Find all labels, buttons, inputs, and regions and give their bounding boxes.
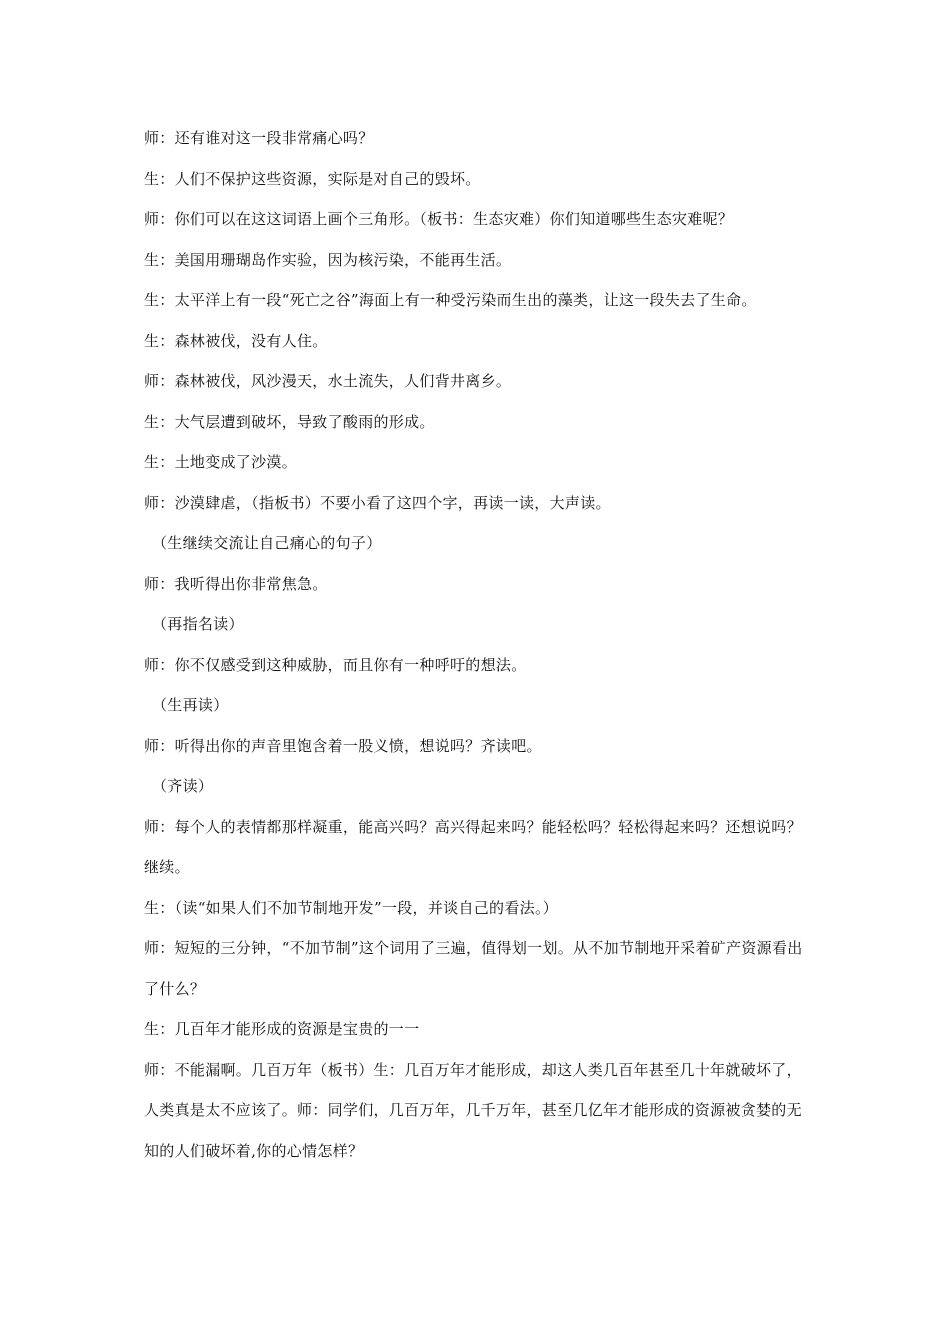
paragraph: 师：我听得出你非常焦急。: [144, 574, 328, 593]
paragraph: 生：美国用珊瑚岛作实验，因为核污染，不能再生活。: [144, 250, 512, 269]
paragraph: 师：每个人的表情都那样凝重，能高兴吗？高兴得起来吗？能轻松吗？轻松得起来吗？还想说吗？继续。: [144, 817, 802, 876]
paragraph: 生：（读“如果人们不加节制地开发”一段，并谈自己的看法。）: [144, 898, 559, 917]
paragraph: 师：你们可以在这这词语上画个三角形。（板书：生态灾难）你们知道哪些生态灾难呢？: [144, 210, 734, 228]
document-body: [144, 118, 808, 1171]
paragraph: 生：大气层遭到破坏，导致了酸雨的形成。: [144, 412, 435, 431]
paragraph: 生：太平洋上有一段“死亡之谷”海面上有一种受污染而生出的藻类，让这一段失去了生命。: [144, 291, 757, 309]
paragraph: 生：人们不保护这些资源，实际是对自己的毁坏。: [144, 169, 481, 188]
paragraph: 师：沙漠肆虐，（指板书）不要小看了这四个字，再读一读，大声读。: [144, 493, 611, 512]
stage-direction: （再指名读）: [152, 615, 244, 633]
stage-direction: （生再读）: [152, 696, 229, 714]
paragraph: 师：还有谁对这一段非常痛心吗？: [144, 129, 374, 147]
stage-direction: （生继续交流让自己痛心的句子）: [152, 534, 382, 552]
paragraph: 师：你不仅感受到这种威胁，而且你有一种呼吁的想法。: [144, 655, 527, 674]
stage-direction: （齐读）: [152, 777, 214, 795]
paragraph: 生：几百年才能形成的资源是宝贵的一一: [144, 1020, 420, 1038]
paragraph: 师：短短的三分钟，“不加节制”这个词用了三遍，值得划一划。从不加节制地开采着矿产资源看出了什么？: [144, 939, 803, 998]
paragraph: 师：不能漏啊。几百万年（板书）生：几百万年才能形成，却这人类几百年甚至几十年就破坏了，人类真是太不应该了。师：同学们，几百万年，几千万年，甚至几亿年才能形成的资源被贪婪的无知的人们破坏着,你的心情怎样？: [144, 1060, 802, 1160]
paragraph: 师：森林被伐，风沙漫天，水土流失，人们背井离乡。: [144, 372, 512, 390]
paragraph: 生：森林被伐，没有人住。: [144, 331, 328, 350]
paragraph: 生：土地变成了沙漠。: [144, 453, 298, 471]
paragraph: 师：听得出你的声音里饱含着一股义愤，想说吗？齐读吧。: [144, 736, 542, 755]
